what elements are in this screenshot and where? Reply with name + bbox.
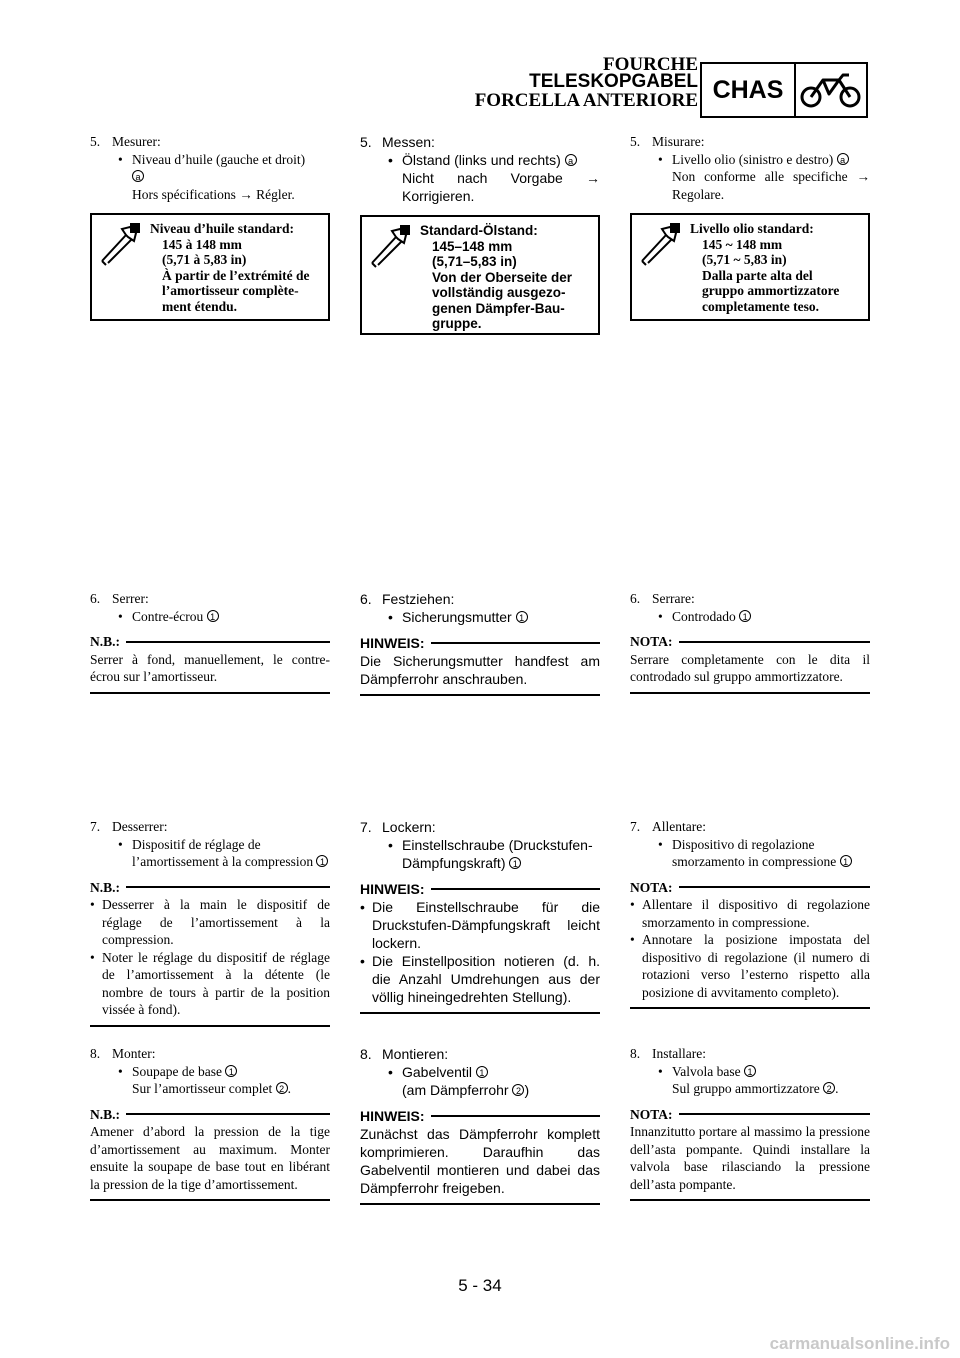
step-sub: Nicht nach Vorgabe → Korrigieren. — [402, 170, 600, 204]
note-heading: HINWEIS: — [360, 1108, 425, 1124]
step-6-de — [360, 590, 600, 696]
step-number: 8. — [360, 1046, 372, 1062]
spec-line: completamente teso. — [702, 298, 819, 314]
bullet-icon: • — [658, 1063, 663, 1079]
note-item: Desserrer à la main le dispositif de réglage de l’amortissement à la compression. — [102, 897, 330, 947]
spec-value: 145 ~ 148 mm — [702, 236, 783, 252]
note-de-7 — [360, 880, 600, 1014]
step-number: 5. — [630, 134, 641, 149]
bullet-text: Contre-écrou — [132, 608, 204, 624]
callout-1: 1 — [316, 855, 328, 867]
step-title: Serrer: — [112, 591, 149, 606]
note-heading: N.B.: — [90, 634, 120, 649]
bullet-icon: • — [118, 1063, 123, 1079]
spec-value: 145–148 mm — [432, 238, 513, 254]
note-fr-7 — [90, 879, 330, 1027]
step-number: 7. — [360, 819, 372, 835]
bullet-icon: • — [360, 899, 365, 915]
page-number: 5 - 34 — [458, 1276, 502, 1295]
spec-line: l’amortisseur complète- — [162, 283, 299, 298]
callout-1: 1 — [207, 610, 219, 622]
wrench-icon — [96, 221, 144, 269]
step-number: 6. — [360, 591, 372, 607]
spec-value-in: (5,71 à 5,83 in) — [162, 252, 247, 267]
bullet-icon: • — [658, 608, 663, 624]
spec-box-it — [630, 213, 870, 321]
bullet-icon: • — [630, 932, 635, 947]
note-heading: NOTA: — [630, 634, 673, 649]
step-5-fr — [90, 133, 330, 321]
chapter-badge — [700, 62, 868, 118]
note-item: Die Einstellschraube für die Druckstufen-Dämpfungskraft leicht lockern. — [372, 899, 600, 951]
bullet-icon: • — [360, 953, 365, 969]
spec-line: gruppe. — [432, 316, 482, 331]
spec-line: À partir de l’extrémité de — [162, 267, 310, 283]
step-title: Montieren: — [382, 1046, 449, 1062]
spec-title: Standard-Ölstand: — [420, 223, 538, 238]
bullet-text: Einstellschraube (Druckstufen-Dämpfungskraft) — [402, 837, 593, 871]
note-text: Innanzitutto portare al massimo la pressione dell’asta pompante. Quindi installare la valvola base rilasciando la pressione dell’asta pompante. — [630, 1124, 870, 1192]
spec-box-fr — [90, 213, 330, 321]
note-fr-6 — [90, 633, 330, 694]
callout-2: 2 — [512, 1084, 524, 1096]
wrench-icon — [636, 221, 684, 269]
note-item: Allentare il dispositivo di regolazione smorzamento in compressione. — [642, 897, 870, 930]
spec-line: genen Dämpfer-Bau- — [432, 300, 565, 316]
motorcycle-icon — [796, 64, 866, 116]
note-heading: NOTA: — [630, 879, 673, 895]
note-it-6 — [630, 633, 870, 694]
spec-line: Dalla parte alta del — [702, 267, 813, 283]
note-item: Die Einstellposition notieren (d. h. die Anzahl Umdrehungen aus der völlig hineingedrehten Stellung). — [372, 953, 600, 1005]
note-de-8 — [360, 1107, 600, 1205]
note-heading: HINWEIS: — [360, 635, 425, 651]
note-it-8 — [630, 1106, 870, 1202]
bullet-text: Dispositif de réglage de l’amortissement à la compression — [132, 836, 314, 869]
step-number: 6. — [90, 591, 101, 606]
step-number: 6. — [630, 591, 641, 606]
spec-title: Livello olio standard: — [690, 221, 814, 236]
note-heading: N.B.: — [90, 1106, 120, 1122]
bullet-text: Dispositivo di regolazione smorzamento in compressione — [672, 836, 837, 869]
bullet-icon: • — [118, 151, 123, 167]
note-text: Serrer à fond, manuellement, le contre-écrou sur l’amortisseur. — [90, 651, 330, 684]
bullet-icon: • — [118, 836, 123, 852]
bullet-icon: • — [658, 151, 663, 167]
step-6-fr — [90, 590, 330, 694]
note-item: Noter le réglage du dispositif de réglage de l’amortissement à la détente (le nombre de tours à partir de la position vissée à fond). — [102, 949, 330, 1017]
chapter-label: CHAS — [702, 64, 796, 116]
bullet-icon: • — [388, 1064, 393, 1080]
step-8-de — [360, 1045, 600, 1205]
title-de: TELESKOPGABEL — [529, 71, 698, 92]
step-5-de — [360, 133, 600, 335]
step-number: 7. — [630, 819, 641, 834]
callout-a: a — [837, 153, 849, 165]
step-7-fr — [90, 818, 330, 1027]
step-sub: Hors spécifications → Régler. — [132, 186, 295, 202]
callout-1: 1 — [744, 1065, 756, 1077]
callout-a: a — [132, 170, 144, 182]
bullet-text: Ölstand (links und rechts) — [402, 152, 561, 168]
step-number: 5. — [360, 134, 372, 150]
bullet-text: Valvola base — [672, 1063, 741, 1079]
callout-a: a — [565, 154, 577, 166]
step-8-fr: 8. Monter: • Soupape de base 1 Sur l’amortisseur complet 2 . N.B.: Amener d’abord la pression de la tige d’amortissement au maximum. Monter ensuite la soupape de base tout en libérant la pression de la tige d’amortissement. — [90, 1045, 330, 1201]
note-fr-8 — [90, 1106, 330, 1202]
step-number: 5. — [90, 134, 101, 149]
step-title: Desserrer: — [112, 819, 168, 834]
step-6-it — [630, 590, 870, 694]
step-7-it — [630, 818, 870, 1009]
step-title: Messen: — [382, 134, 435, 150]
bullet-icon: • — [388, 609, 393, 625]
step-title: Mesurer: — [112, 134, 161, 149]
callout-2: 2 — [823, 1082, 835, 1094]
step-title: Serrare: — [652, 591, 695, 606]
step-number: 7. — [90, 819, 101, 834]
note-text: Zunächst das Dämpferrohr komplett komprimieren. Daraufhin das Gabelventil montieren und dabei das Dämpferrohr freigeben. — [360, 1126, 600, 1196]
step-title: Allentare: — [652, 819, 706, 834]
bullet-icon: • — [630, 897, 635, 912]
bullet-text: Soupape de base — [132, 1063, 222, 1079]
step-sub: Sul gruppo ammortizzatore — [672, 1081, 820, 1096]
spec-line: Von der Oberseite der — [432, 269, 573, 285]
note-text: Die Sicherungsmutter handfest am Dämpferrohr anschrauben. — [360, 653, 600, 687]
step-title: Festziehen: — [382, 591, 455, 607]
step-sub: Sur l’amortisseur complet — [132, 1081, 273, 1096]
step-number: 8. — [90, 1046, 101, 1061]
spec-line: gruppo ammortizzatore — [702, 283, 840, 298]
bullet-text: Niveau d’huile (gauche et droit) — [132, 151, 306, 167]
step-sub-end: ) — [524, 1082, 530, 1098]
wrench-icon — [366, 223, 414, 271]
bullet-icon: • — [90, 897, 95, 912]
step-title: Installare: — [652, 1046, 706, 1061]
spec-value-in: (5,71–5,83 in) — [432, 254, 517, 269]
spec-value-in: (5,71 ~ 5,83 in) — [702, 252, 787, 267]
note-text: Serrare completamente con le dita il controdado sul gruppo ammortizzatore. — [630, 651, 870, 684]
bullet-icon: • — [118, 608, 123, 624]
note-heading: NOTA: — [630, 1106, 673, 1122]
spec-line: vollständig ausgezo- — [432, 285, 566, 300]
bullet-icon: • — [658, 836, 663, 852]
step-5-it — [630, 133, 870, 321]
bullet-icon: • — [90, 949, 95, 965]
callout-2: 2 — [276, 1082, 288, 1094]
callout-1: 1 — [476, 1066, 488, 1078]
step-7-de — [360, 818, 600, 1014]
step-sub: Non conforme alle specifiche → Regolare. — [672, 169, 870, 202]
step-title: Monter: — [112, 1046, 156, 1061]
note-heading: HINWEIS: — [360, 881, 425, 897]
spec-line: ment étendu. — [162, 298, 237, 314]
note-it-7 — [630, 879, 870, 1010]
callout-1: 1 — [225, 1065, 237, 1077]
callout-1: 1 — [509, 857, 521, 869]
bullet-text: Controdado — [672, 608, 736, 624]
bullet-text: Livello olio (sinistro e destro) — [672, 151, 834, 167]
step-number: 8. — [630, 1046, 641, 1061]
spec-value: 145 à 148 mm — [162, 236, 242, 252]
callout-1: 1 — [739, 610, 751, 622]
title-it: FORCELLA ANTERIORE — [474, 90, 698, 111]
step-8-it: 8. Installare: • Valvola base 1 Sul gruppo ammortizzatore 2 . NOTA: Innanzitutto portare al massimo la pressione dell’asta pompante. Quindi installare la valvola base rilasciando la pressione dell’asta pompante. — [630, 1045, 870, 1201]
spec-title: Niveau d’huile standard: — [150, 221, 295, 236]
bullet-text: Sicherungsmutter — [402, 609, 512, 625]
step-sub: (am Dämpferrohr — [402, 1082, 509, 1098]
step-title: Misurare: — [652, 134, 705, 149]
note-text: Amener d’abord la pression de la tige d’amortissement au maximum. Monter ensuite la soupape de base tout en libérant la pression de la tige d’amortissement. — [90, 1124, 330, 1192]
bullet-icon: • — [388, 152, 393, 168]
step-title: Lockern: — [382, 819, 436, 835]
bullet-text: Gabelventil — [402, 1064, 473, 1080]
note-item: Annotare la posizione impostata del dispositivo di regolazione (il numero di rotazioni verso l’esterno rispetto alla posizione di avvitamento completo). — [642, 932, 870, 1000]
title-fr: FOURCHE — [603, 54, 698, 75]
watermark: carmanualsonline.info — [769, 1334, 950, 1353]
callout-1: 1 — [840, 855, 852, 867]
note-de-6 — [360, 634, 600, 696]
callout-1: 1 — [516, 611, 528, 623]
note-heading: N.B.: — [90, 879, 120, 895]
bullet-icon: • — [388, 837, 393, 853]
spec-box-de — [360, 215, 600, 335]
